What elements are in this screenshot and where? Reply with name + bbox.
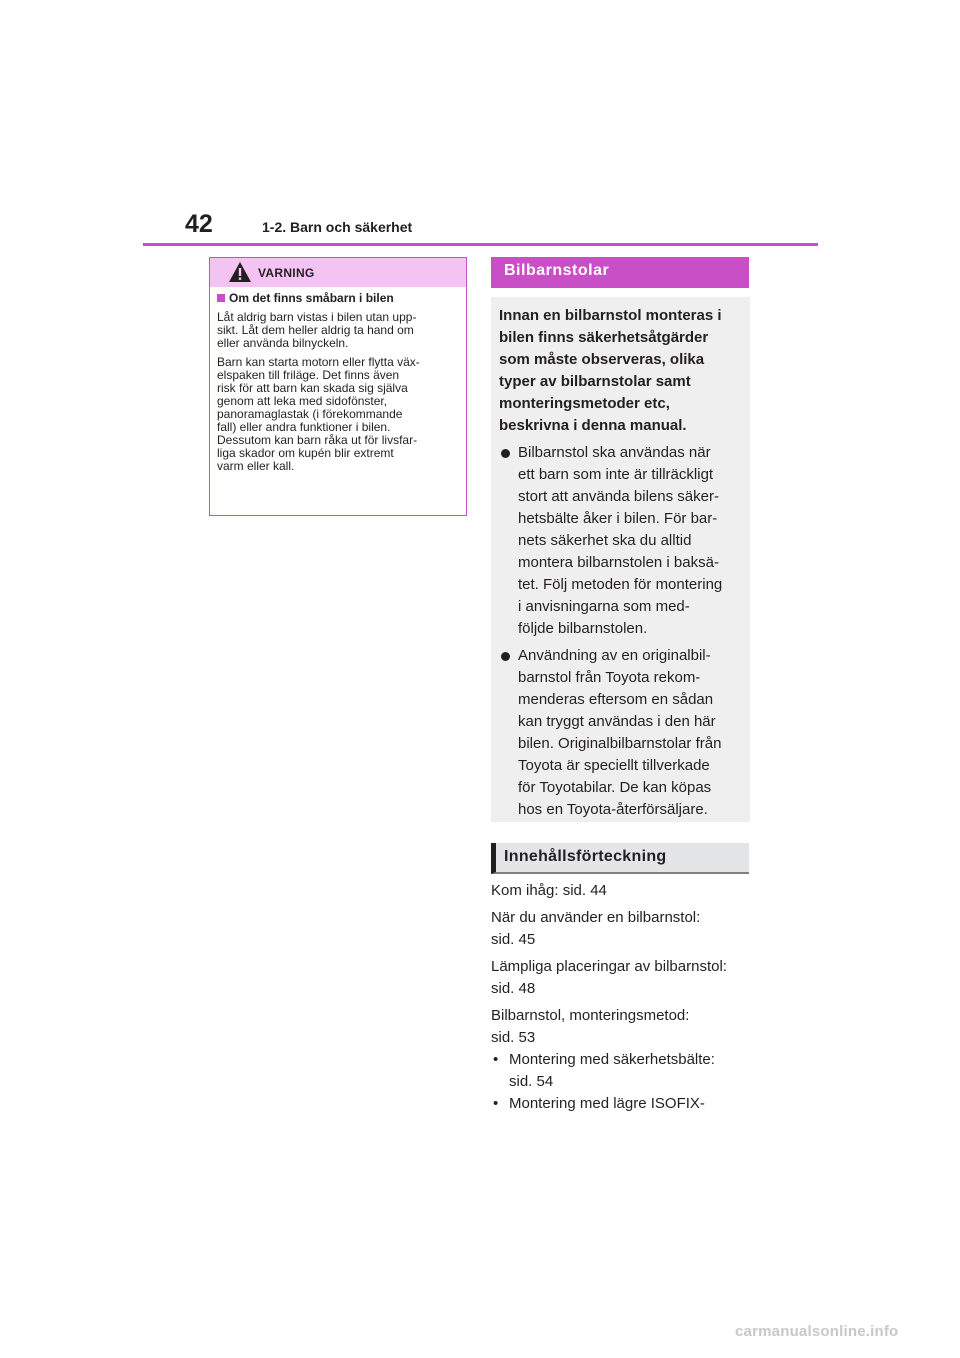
- section-title: 1-2. Barn och säkerhet: [262, 219, 413, 235]
- toc-list: [491, 880, 753, 1115]
- sub-bullet: •: [493, 1095, 499, 1112]
- list-item-text: Bilbarnstol ska användas när ett barn som inte är tillräckligt stort att använda bilens säker- hetsbälte åker i bilen. För bar- nets säkerhet ska du alltid montera bilbarnstolen i baksä- tet. Följ metoden för montering i anvisningarna som med- följde bilbarnstolen.: [518, 444, 723, 637]
- toc-subitem-text: Montering med lägre ISOFIX-: [509, 1095, 705, 1112]
- header-rule: [143, 243, 818, 246]
- warning-triangle-icon: [228, 261, 252, 283]
- toc-item[interactable]: Lämpliga placeringar av bilbarnstol: sid. 48: [491, 958, 727, 997]
- warning-label: VARNING: [258, 266, 315, 280]
- bilbarnstolar-info-box: [491, 297, 750, 822]
- warning-paragraph: [217, 311, 458, 350]
- warning-box: [209, 257, 467, 516]
- list-item-text: Användning av en originalbil- barnstol från Toyota rekom- menderas eftersom en sådan kan tryggt användas i den här bilen. Originalbilbarnstolar från Toyota är speciellt tillverkade för Toyotabilar. De kan köpas hos en Toyota-återförsäljare.: [518, 647, 722, 818]
- sub-bullet: •: [493, 1051, 499, 1068]
- bilbarnstolar-header: [491, 257, 749, 288]
- list-item: [499, 442, 738, 640]
- list-item: [499, 645, 738, 821]
- warning-paragraph-text: Låt aldrig barn vistas i bilen utan upp- sikt. Låt dem heller aldrig ta hand om eller använda bilnyckeln.: [217, 310, 417, 350]
- bullet-dot-icon: [501, 449, 510, 458]
- toc-item[interactable]: Bilbarnstol, monteringsmetod: sid. 53: [491, 1007, 690, 1046]
- square-bullet-icon: [217, 294, 225, 302]
- bilbarnstolar-title: Bilbarnstolar: [504, 262, 610, 279]
- warning-paragraph-text: Barn kan starta motorn eller flytta väx- elspaken till friläge. Det finns även risk för att barn kan skada sig själva genom att leka med sidofönster, panoramaglastak (i förekommande fall) eller andra funktioner i bilen. Dessutom kan barn råka ut för livsfar- liga skador om kupén blir extremt varm eller kall.: [217, 355, 420, 473]
- bilbarnstolar-intro: Innan en bilbarnstol monteras i bilen finns säkerhetsåtgärder som måste observeras, olika typer av bilbarnstolar samt monteringsmetoder etc, beskrivna i denna manual.: [499, 307, 722, 434]
- toc-item[interactable]: Kom ihåg: sid. 44: [491, 882, 607, 899]
- toc-subitem[interactable]: [491, 1049, 753, 1093]
- toc-item[interactable]: När du använder en bilbarnstol: sid. 45: [491, 909, 701, 948]
- warning-body: [210, 287, 466, 473]
- watermark: carmanualsonline.info: [735, 1323, 899, 1340]
- toc-header: [491, 843, 749, 874]
- page-number: 42: [185, 210, 213, 238]
- warning-heading-text: Om det finns småbarn i bilen: [229, 291, 394, 305]
- bullet-dot-icon: [501, 652, 510, 661]
- toc-subitem[interactable]: [491, 1093, 753, 1115]
- warning-heading: [217, 291, 458, 305]
- warning-paragraph: [217, 356, 458, 473]
- warning-header: [210, 258, 466, 287]
- toc-title: Innehållsförteckning: [504, 848, 667, 865]
- toc-subitem-text: Montering med säkerhetsbälte: sid. 54: [509, 1051, 715, 1090]
